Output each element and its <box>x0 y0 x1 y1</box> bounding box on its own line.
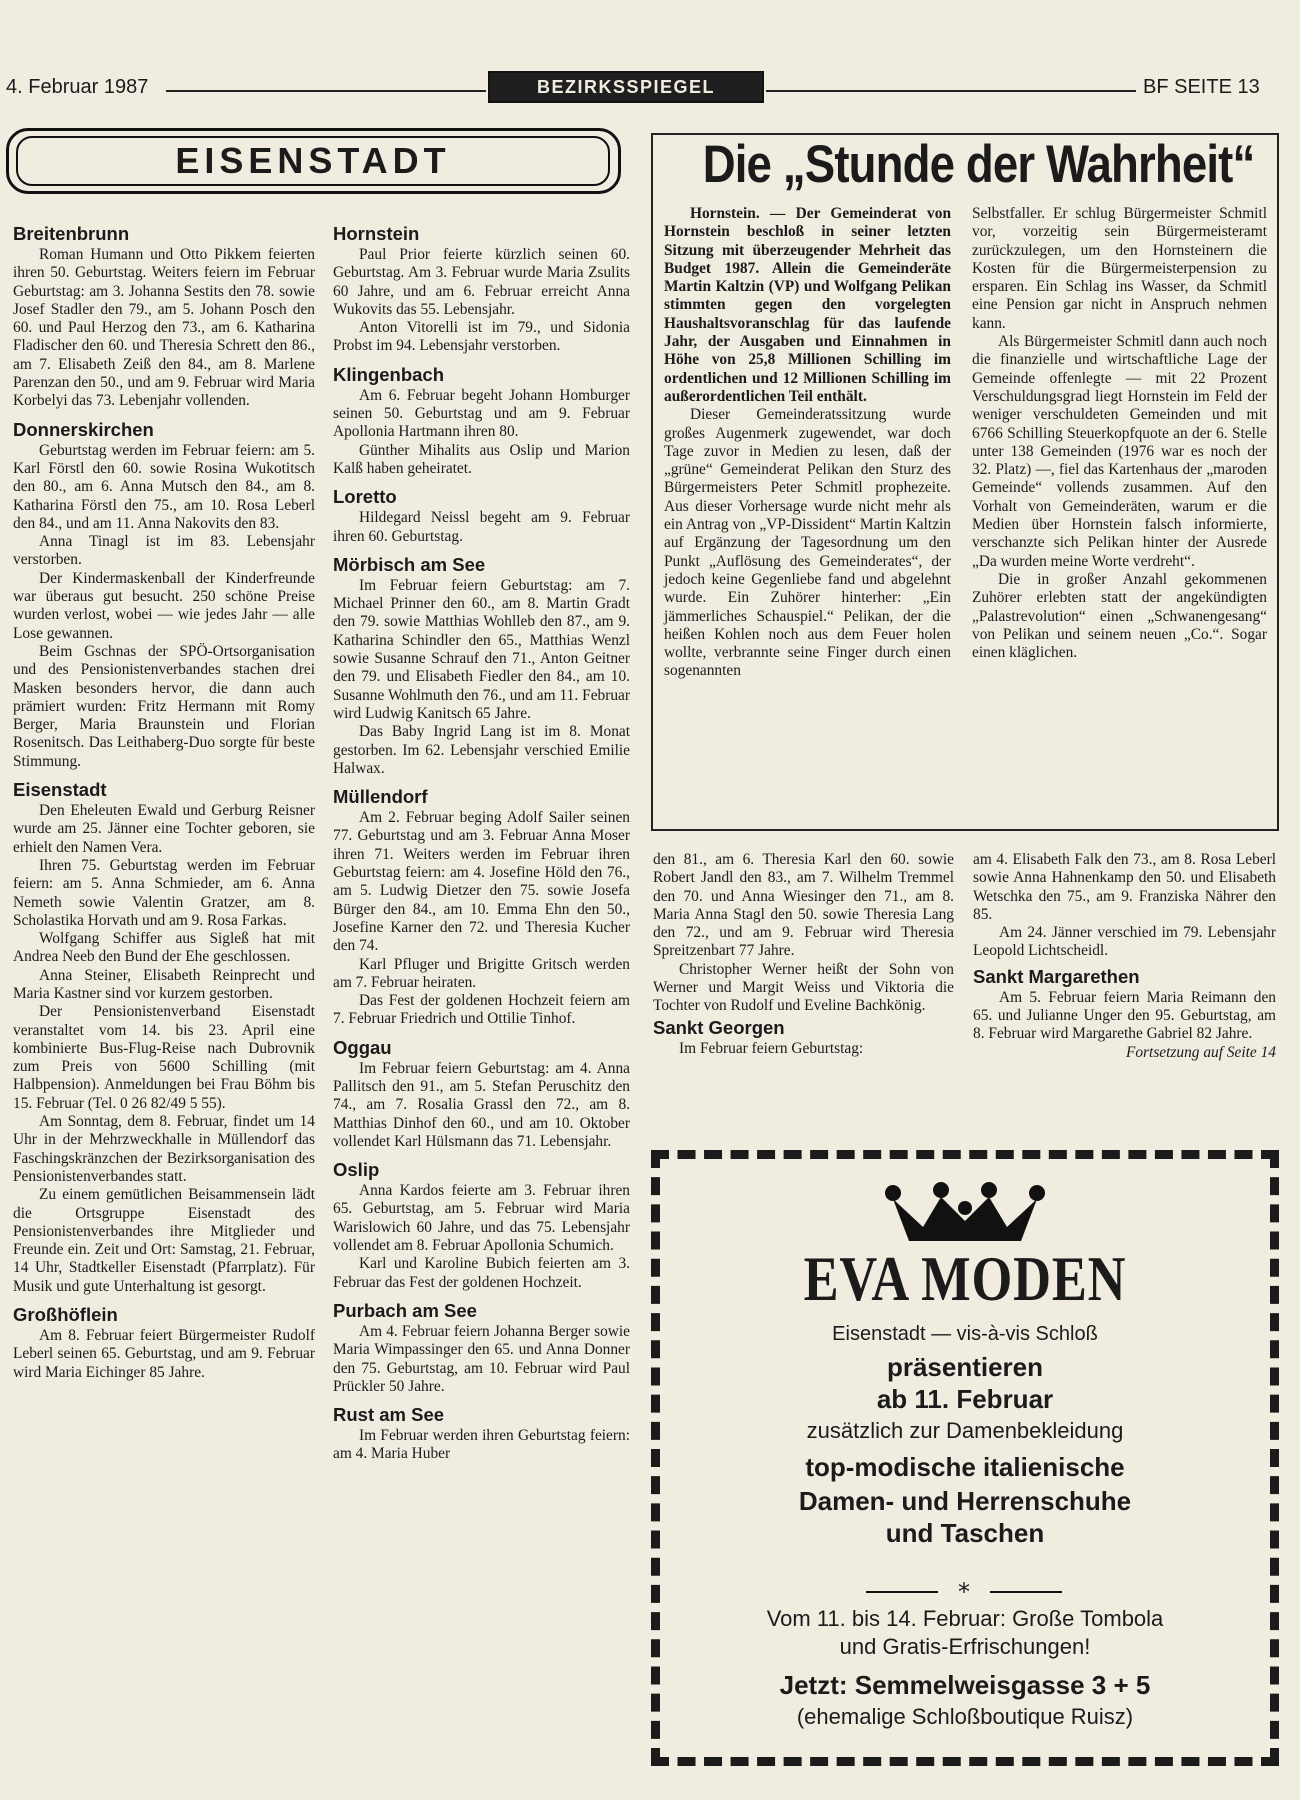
separator-rule-right <box>990 1591 1062 1593</box>
ad-former-name: (ehemalige Schloßboutique Ruisz) <box>796 1704 1134 1729</box>
paragraph: Am 4. Februar feiern Johanna Berger sowie Maria Wimpassinger den 65. und Anna Donner den 75. Geburtstag, am 10. Februar wird Paul Prückler 50 Jahre. <box>333 1322 630 1395</box>
paragraph: Im Februar feiern Geburtstag: <box>679 1039 864 1057</box>
feature-headline: Die „Stunde der Wahrheit“ <box>702 135 1255 194</box>
separator-rule-left <box>866 1591 938 1593</box>
ad-line-date: ab 11. Februar <box>876 1384 1054 1414</box>
paragraph: Der Pensionistenverband Eisenstadt veranstaltet vom 14. bis 23. April eine kombinierte Bus-Flug-Reise nach Dubrovnik zum Preis von 5600 Schilling (mit Halbpension). Anmeldungen bei Frau Böhm bis 15. Februar (Tel. 0 26 82/49 5 55). <box>13 1003 315 1112</box>
feature-paragraph: Die in großer Anzahl gekommenen Zuhörer erlebten statt der angekündigten „Palastrevolution“ einen „Schwanengesang“ von Pelikan und seinem neuen „Co.“. Sogar einen kläglichen. <box>972 570 1267 662</box>
paragraph: Karl Pfluger und Brigitte Gritsch werden am 7. Februar heiraten. <box>333 955 630 991</box>
place-heading: Donnerskirchen <box>13 418 154 440</box>
paragraph: Zu einem gemütlichen Beisammensein lädt die Ortsgruppe Eisenstadt des Pensionistenverbandes ihre Mitglieder und Freunde ein. Zeit und Ort: Samstag, 21. Februar, 14 Uhr, Stadtkeller Eisenstadt (Pfarrplatz). Für Musik und gute Unterhaltung ist gesorgt. <box>13 1186 315 1295</box>
ad-line-schuhe: Damen- und Herrenschuhe <box>798 1486 1132 1516</box>
ad-refreshments: und Gratis-Erfrischungen! <box>839 1634 1091 1659</box>
column-middle <box>333 222 630 1464</box>
place-heading: Eisenstadt <box>13 779 107 801</box>
column-4-continued <box>973 851 1276 1062</box>
ad-tombola: Vom 11. bis 14. Februar: Große Tombola <box>766 1606 1164 1631</box>
paragraph: Am 24. Jänner verschied im 79. Lebensjahr Leopold Lichtscheidl. <box>973 924 1276 960</box>
ad-line-presentieren: präsentieren <box>886 1352 1044 1382</box>
paragraph: Wolfgang Schiffer aus Sigleß hat mit Andrea Neeb den Bund der Ehe geschlossen. <box>13 930 315 966</box>
page-number: BF SEITE 13 <box>1143 76 1260 98</box>
paragraph: Anton Vitorelli ist im 79., und Sidonia Probst im 94. Lebensjahr verstorben. <box>333 319 630 355</box>
paragraph: Der Kindermaskenball der Kinderfreunde war überaus gut besucht. 250 schöne Preise wurden verlost, wobei — wie jedes Jahr — alle Lose gewannen. <box>13 569 315 642</box>
ad-location: Eisenstadt — vis-à-vis Schloß <box>832 1323 1098 1345</box>
paragraph: den 81., am 6. Theresia Karl den 60. sowie Robert Jandl den 83., am 7. Wilhelm Tremmel den 70. und Anna Wiesinger den 71., am 8. Maria Anna Stagl den 50. sowie Theresia Lang den 72., und am 9. Februar wird Theresia Spreitzenbart 77 Jahre. <box>653 851 954 960</box>
ad-line-taschen: und Taschen <box>885 1518 1045 1548</box>
place-heading: Mörbisch am See <box>333 553 486 575</box>
heading-sankt-georgen: Sankt Georgen <box>653 1016 785 1038</box>
ad-brand: EVA MODEN <box>803 1243 1127 1314</box>
separator-star: * <box>958 1578 970 1606</box>
paragraph: Am 6. Februar begeht Johann Homburger seinen 50. Geburtstag und am 9. Februar Apollonia Hartmann ihren 80. <box>333 386 630 441</box>
paragraph: Roman Humann und Otto Pikkem feierten ihren 50. Geburtstag. Weiters feiern im Februar Geburtstag: am 3. Johanna Sestits den 78. sowie Josef Stadler den 79., am 5. Johann Posch den 60. und Paul Herzog den 73., am 6. Katharina Fladischer den 60. und Theresia Schrett den 86., am 7. Elisabeth Zeiß den 84., am 8. Marlene Parenzan den 50., und am 9. Februar wird Maria Korbelyi das 73. Lebenjahr vollenden. <box>13 246 315 410</box>
column-left <box>13 222 315 1382</box>
feature-column-left <box>664 205 951 681</box>
place-heading: Großhöflein <box>13 1304 118 1326</box>
paragraph: Am 2. Februar beging Adolf Sailer seinen 77. Geburtstag und am 3. Februar Anna Moser ihren 71. Weiters werden im Februar ihren Geburtstag feiern: am 4. Josefine Höld den 76., am 5. Ludwig Dietzer den 75. sowie Josefa Bürger den 84., am 10. Emma Ehn den 50., Josefine Karner den 72. und Theresia Kucher den 74. <box>333 809 630 955</box>
feature-lead: Hornstein. — Der Gemeinderat von Hornstein beschloß in seiner letzten Sitzung mit überzeugender Mehrheit das Budget 1987. Allein die Gemeinderäte Martin Kaltzin (VP) und Wolfgang Pelikan stimmten gegen den vorgelegten Haushaltsvoranschlag für das laufende Jahr, der Ausgaben und Einnahmen in Höhe von 25,8 Millionen Schilling im ordentlichen und 12 Millionen Schilling im außerordentlichen Teil enthält. <box>664 205 951 405</box>
paragraph: Das Baby Ingrid Lang ist im 8. Monat gestorben. Im 62. Lebensjahr verschied Emilie Halwax. <box>333 723 630 777</box>
masthead-title: EISENSTADT <box>16 136 610 186</box>
paragraph: Das Fest der goldenen Hochzeit feiern am 7. Februar Friedrich und Ottilie Tinhof. <box>333 992 630 1028</box>
paragraph: Im Februar feiern Geburtstag: am 7. Michael Prinner den 60., am 8. Martin Gradt den 79. sowie Matthias Wohlleb den 87., am 9. Katharina Schindler den 65., Matthias Wenzl sowie Susanne Schrauf den 71., Anton Geitner den 79. und Elisabeth Fiedler den 84., am 10. Susanne Wohlmuth den 76., und am 11. Februar wird Ludwig Kanitsch 65 Jahre. <box>333 576 630 722</box>
paragraph: Anna Steiner, Elisabeth Reinprecht und Maria Kastner sind vor kurzem gestorben. <box>13 966 315 1002</box>
header-rule-left <box>166 90 486 92</box>
issue-date: 4. Februar 1987 <box>6 76 149 98</box>
paragraph: Christopher Werner heißt der Sohn von Werner und Margit Weiss und Viktoria die Tochter von Rudolf und Eveline Bachkönig. <box>653 960 954 1015</box>
crown-icon <box>885 1177 1045 1243</box>
paragraph: Geburtstag werden im Februar feiern: am 5. Karl Förstl den 60. sowie Rosina Wukotitsch den 80., am 6. Anna Mutsch den 84., am 8. Katharina Förstl den 75., am 10. Rosa Leberl den 84., und am 11. Anna Nakovits den 83. <box>13 441 315 532</box>
paragraph: Ihren 75. Geburtstag werden im Februar feiern: am 5. Anna Schmieder, am 6. Anna Nemeth sowie Valentin Gratzer, am 8. Scholastika Horvath und am 9. Rosa Farkas. <box>13 856 315 929</box>
paragraph: Paul Prior feierte kürzlich seinen 60. Geburtstag. Am 3. Februar wurde Maria Zsulits 60 Jahre, und am 6. Februar erreicht Anna Wukovits das 55. Lebensjahr. <box>333 246 630 318</box>
feature-paragraph: Selbstfaller. Er schlug Bürgermeister Schmitl vor, vorzeitig sein Bürgermeisteramt zurückzulegen, um den Hornsteinern die Kosten für die Bürgermeisterpension zu ersparen. Ein Schlag ins Wasser, da Schmitl eine Pension gar nicht in Anspruch nehmen kann. <box>972 205 1267 332</box>
place-heading: Loretto <box>333 486 397 508</box>
ad-separator <box>866 1580 1062 1604</box>
paragraph: Im Februar werden ihren Geburtstag feiern: am 4. Maria Huber <box>333 1427 630 1463</box>
ad-address: Jetzt: Semmelweisgasse 3 + 5 <box>779 1670 1151 1700</box>
place-heading: Müllendorf <box>333 786 428 808</box>
place-heading: Oggau <box>333 1036 392 1058</box>
paragraph: am 4. Elisabeth Falk den 73., am 8. Rosa Leberl sowie Anna Hahnenkamp den 50. und Elisabeth Wetschka den 75., am 9. Franziska Nährer den 85. <box>973 851 1276 923</box>
heading-sankt-margarethen: Sankt Margarethen <box>973 965 1140 987</box>
place-heading: Hornstein <box>333 223 420 244</box>
paragraph: Den Eheleuten Ewald und Gerburg Reisner wurde am 25. Jänner eine Tochter geboren, sie erhielt den Namen Vera. <box>13 802 315 856</box>
paragraph: Anna Kardos feierte am 3. Februar ihren 65. Geburtstag, am 5. Februar wird Maria Warislowich 60 Jahre, und das 75. Lebensjahr vollendet am 8. Februar Apollonia Schumich. <box>333 1182 630 1255</box>
place-heading: Purbach am See <box>333 1299 477 1321</box>
ad-line-italienisch: top-modische italienische <box>805 1452 1125 1482</box>
feature-paragraph: Als Bürgermeister Schmitl dann auch noch die finanzielle und wirtschaftliche Lage der Gemeinde offenlegte — mit 22 Prozent Verschuldungsgrad liegt Hornstein im Feld der weniger verschuldeten Gemeinden und mit 6766 Schilling Steuerkopfquote an der 6. Stelle unter 138 Gemeinden (1976 war es noch der 32. Platz) —, fiel das Kartenhaus der „maroden Gemeinde“ vollends zusammen. Auf den Vorhalt von Gemeinderäten, warum er die Medien über Hornstein falsch informierte, verschanzte sich Pelikan hinter der Ausrede „Da wurden meine Worte verdreht“. <box>972 333 1267 570</box>
paragraph: Am 8. Februar feiert Bürgermeister Rudolf Leberl seinen 65. Geburtstag, und am 9. Februar wird Maria Eichinger 85 Jahre. <box>13 1327 315 1381</box>
paragraph: Am 5. Februar feiern Maria Reimann den 65. und Julianne Unger den 95. Geburtstag, am 8. Februar wird Margarethe Gabriel 82 Jahre. <box>973 988 1276 1043</box>
paragraph: Hildegard Neissl begeht am 9. Februar ihren 60. Geburtstag. <box>333 509 630 545</box>
section-label: BEZIRKSSPIEGEL <box>488 71 764 103</box>
place-heading: Breitenbrunn <box>13 223 130 244</box>
paragraph: Am Sonntag, dem 8. Februar, findet um 14 Uhr in der Mehrzweckhalle in Müllendorf das Faschingskränzchen der Bezirksorganisation des Pensionistenverbandes statt. <box>13 1113 315 1185</box>
paragraph: Anna Tinagl ist im 83. Lebensjahr verstorben. <box>13 533 315 569</box>
paragraph: Beim Gschnas der SPÖ-Ortsorganisation und des Pensionistenverbandes stachen drei Masken besonders hervor, die dann auch prämiert wurden: Fritz Hermann mit Romy Berger, Maria Braunstein und Florian Rosenitsch. Das Leithaberg-Duo sorgte für beste Stimmung. <box>13 642 315 770</box>
ad-line-damen: zusätzlich zur Damenbekleidung <box>806 1418 1124 1443</box>
paragraph: Karl und Karoline Bubich feierten am 3. Februar das Fest der goldenen Hochzeit. <box>333 1255 630 1291</box>
feature-column-right <box>972 205 1267 662</box>
continued-note: Fortsetzung auf Seite 14 <box>1125 1043 1276 1061</box>
header-rule-right <box>766 90 1136 92</box>
place-heading: Oslip <box>333 1159 380 1181</box>
place-heading: Rust am See <box>333 1404 445 1426</box>
paragraph: Im Februar feiern Geburtstag: am 4. Anna Pallitsch den 91., am 5. Stefan Peruschitz den 74., am 7. Rosalia Grassl den 72., am 8. Matthias Dinhof den 60., und am 10. Oktober vollendet Karl Hülsmann das 71. Lebensjahr. <box>333 1059 630 1150</box>
feature-body: Dieser Gemeinderatssitzung wurde großes Augenmerk zugewendet, war doch Tage zuvor in Medien zu lesen, daß der „grüne“ Gemeinderat Pelikan den Sturz des Bürgermeisters Peter Schmitl prophezeite. Aus dieser Vorhersage wurde nicht mehr als ein Antrag von „VP-Dissident“ Martin Kaltzin auf Ergänzung der Tagesordnung um den Punkt „Auflösung des Gemeinderates“, der jedoch keine Gegenliebe fand und abgelehnt wurde. Ein Zuhörer hinterher: „Ein jämmerliches Schauspiel.“ Pelikan, der die heißen Kohlen noch aus dem Feuer holen wollte, verbrannte seine Finger durch einen sogenannten <box>664 406 951 680</box>
column-3-continued <box>653 851 954 1058</box>
place-heading: Klingenbach <box>333 363 445 385</box>
paragraph: Günther Mihalits aus Oslip und Marion Kalß haben geheiratet. <box>333 441 630 477</box>
